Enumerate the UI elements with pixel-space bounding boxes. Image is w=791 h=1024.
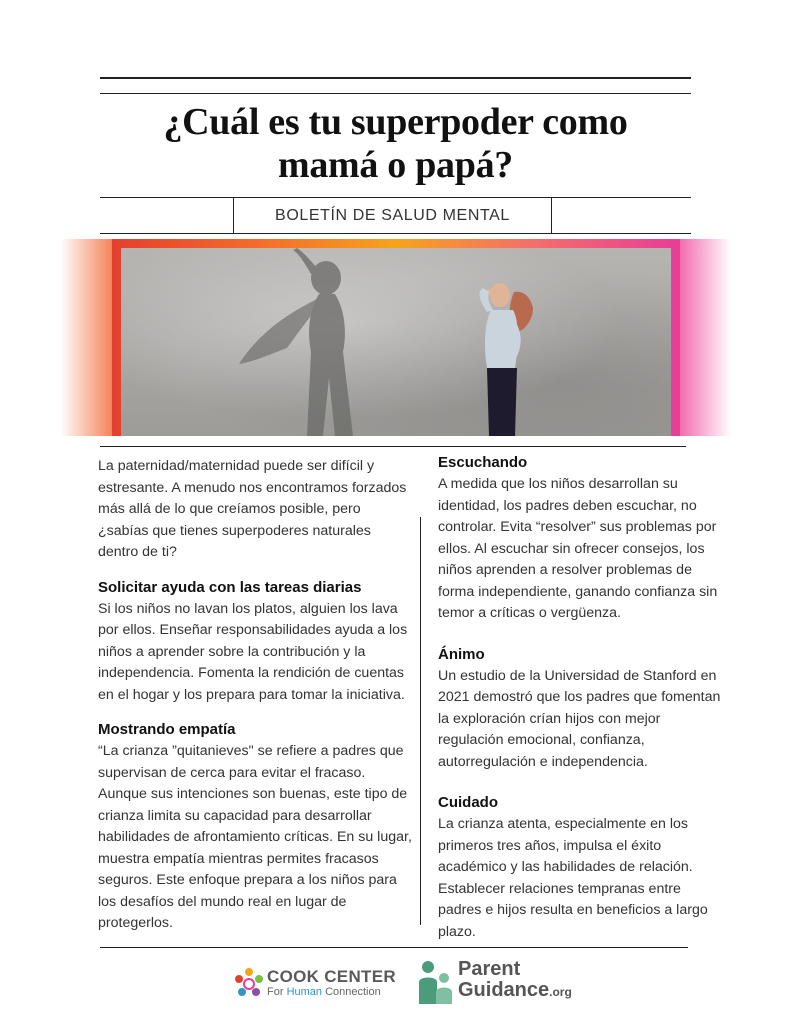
content-top-rule xyxy=(100,446,686,447)
hero-glow-right xyxy=(676,239,731,436)
cook-sub-highlight: Human xyxy=(286,986,323,998)
top-rule-1 xyxy=(100,77,691,79)
section-body: La crianza atenta, especialmente en los primeros tres años, impulsa el éxito académico y las habilidades de relación. Establecer relaciones tempranas entre padres e hijos resulta en beneficios a largo plazo. xyxy=(438,816,708,940)
section-body: “La crianza ”quitanieves" se refiere a padres que supervisan de cerca para evitar el fracaso. Aunque sus intenciones son buenas, este tipo de crianza limita su capacidad para desarrollar habilidades de afrontamiento críticas. En su lugar, muestra empatía mientras permites fracasos seguros. Este enfoque prepara a los niños para los desafíos del mundo real en lugar de protegerlos. xyxy=(98,743,412,931)
superhero-shadow xyxy=(239,248,353,436)
top-rule-2 xyxy=(100,93,691,94)
hero-illustration xyxy=(121,248,671,436)
cook-sub-prefix: For xyxy=(267,986,287,998)
cook-center-logo[interactable] xyxy=(233,964,401,1000)
hero-image xyxy=(60,239,731,436)
parent-guidance-word1: Parent xyxy=(458,958,521,980)
section-encouragement xyxy=(438,645,728,774)
concrete-wall xyxy=(121,248,671,436)
newsletter-subtitle xyxy=(233,198,552,233)
parent-guidance-tld: .org xyxy=(549,985,572,999)
section-heading: Mostrando empatía xyxy=(98,721,236,738)
cook-sub-suffix: Connection xyxy=(322,986,381,998)
section-heading: Ánimo xyxy=(438,645,485,663)
page-title xyxy=(100,101,691,187)
section-care xyxy=(438,793,728,943)
section-empathy xyxy=(98,720,414,935)
intro-paragraph: La paternidad/maternidad puede ser difícil y estresante. A menudo nos encontramos forzados más allá de lo que creíamos posible, pero ¿sabías que tienes superpoderes naturales dentro de ti? xyxy=(98,458,407,560)
section-body: Si los niños no lavan los platos, alguien los lava por ellos. Enseñar responsabilidades ayuda a los niños a aprender sobre la contribución y la independencia. Fomenta la rendición de cuentas en el hogar y los prepara para tomar la iniciativa. xyxy=(98,600,408,703)
section-body: Un estudio de la Universidad de Stanford en 2021 demostró que los padres que fomentan la exploración crían hijos con mejor regulación emocional, confianza, autorregulación e independencia. xyxy=(438,667,721,770)
right-column xyxy=(438,453,728,957)
footer xyxy=(0,958,791,1008)
subtitle-text: BOLETÍN DE SALUD MENTAL xyxy=(275,206,510,224)
section-household-chores xyxy=(98,578,414,707)
section-heading: Cuidado xyxy=(438,794,498,811)
section-body: A medida que los niños desarrollan su identidad, los padres deben escuchar, no controlar. Evita “resolver” sus problemas por ellos. Al escuchar sin ofrecer consejos, los niños aprenden a resolver problemas de forma independiente, ganando confianza sin temor a críticas o vergüenza. xyxy=(438,476,718,621)
column-divider xyxy=(420,517,421,925)
title-line-2: mamá o papá? xyxy=(278,144,513,186)
cook-center-people-icon xyxy=(233,966,265,1000)
hero-glow-left xyxy=(60,239,115,436)
subtitle-bottom-rule xyxy=(100,233,691,234)
parent-guidance-word2 xyxy=(458,979,572,1003)
parent-guidance-family-icon xyxy=(416,960,454,1004)
woman-figure xyxy=(480,283,533,436)
parent-guidance-logo[interactable] xyxy=(416,958,591,1004)
section-listening xyxy=(438,453,728,625)
title-line-1: ¿Cuál es tu superpoder como xyxy=(163,101,628,143)
content-bottom-rule xyxy=(100,947,688,948)
section-heading: Escuchando xyxy=(438,454,528,471)
section-heading: Solicitar ayuda con las tareas diarias xyxy=(98,578,362,596)
intro-section xyxy=(98,456,414,564)
cook-center-subtitle xyxy=(267,986,381,998)
left-column xyxy=(98,453,414,949)
hero-gradient-frame xyxy=(112,239,680,436)
cook-center-title: COOK CENTER xyxy=(267,967,396,986)
parent-guidance-word2-text: Guidance xyxy=(458,979,550,1001)
